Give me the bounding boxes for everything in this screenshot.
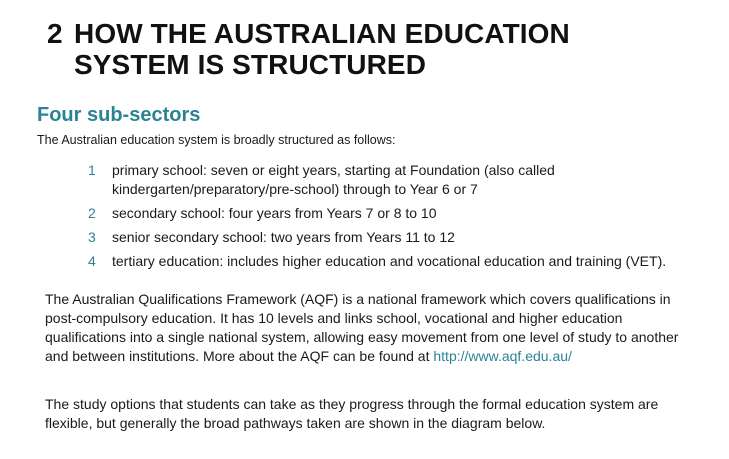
aqf-paragraph — [45, 290, 685, 366]
aqf-paragraph-text: The Australian Qualifications Framework (AQF) is a national framework which covers qualifications in post-compulsory education. It has 10 levels and links school, vocational and higher education qualifications into a single national system, allowing easy movement from one level of study to another and between institutions. More about the AQF can be found at — [45, 291, 679, 364]
subsection-heading: Four sub-sectors — [37, 104, 201, 126]
aqf-link[interactable]: http://www.aqf.edu.au/ — [433, 348, 572, 364]
study-options-paragraph: The study options that students can take as they progress through the formal education system are flexible, but generally the broad pathways taken are shown in the diagram below. — [45, 396, 659, 431]
section-number: 2 — [47, 18, 63, 49]
list-item-text: senior secondary school: two years from Years 11 to 12 — [112, 229, 455, 245]
list-item — [80, 161, 680, 199]
section-title: HOW THE AUSTRALIAN EDUCATION SYSTEM IS STRUCTURED — [74, 18, 570, 80]
section-heading — [47, 18, 707, 80]
list-item — [80, 252, 680, 271]
intro-text: The Australian education system is broadly structured as follows: — [37, 133, 396, 147]
list-item — [80, 204, 680, 223]
numbered-list — [80, 161, 680, 276]
list-item-number: 4 — [88, 253, 96, 269]
list-item-number: 3 — [88, 229, 96, 245]
list-item-text: primary school: seven or eight years, starting at Foundation (also called kindergarten/preparatory/pre-school) through to Year 6 or 7 — [112, 162, 555, 197]
list-item-number: 2 — [88, 205, 96, 221]
list-item — [80, 228, 680, 247]
list-item-number: 1 — [88, 162, 96, 178]
list-item-text: secondary school: four years from Years 7 or 8 to 10 — [112, 205, 437, 221]
list-item-text: tertiary education: includes higher education and vocational education and training (VET). — [112, 253, 667, 269]
